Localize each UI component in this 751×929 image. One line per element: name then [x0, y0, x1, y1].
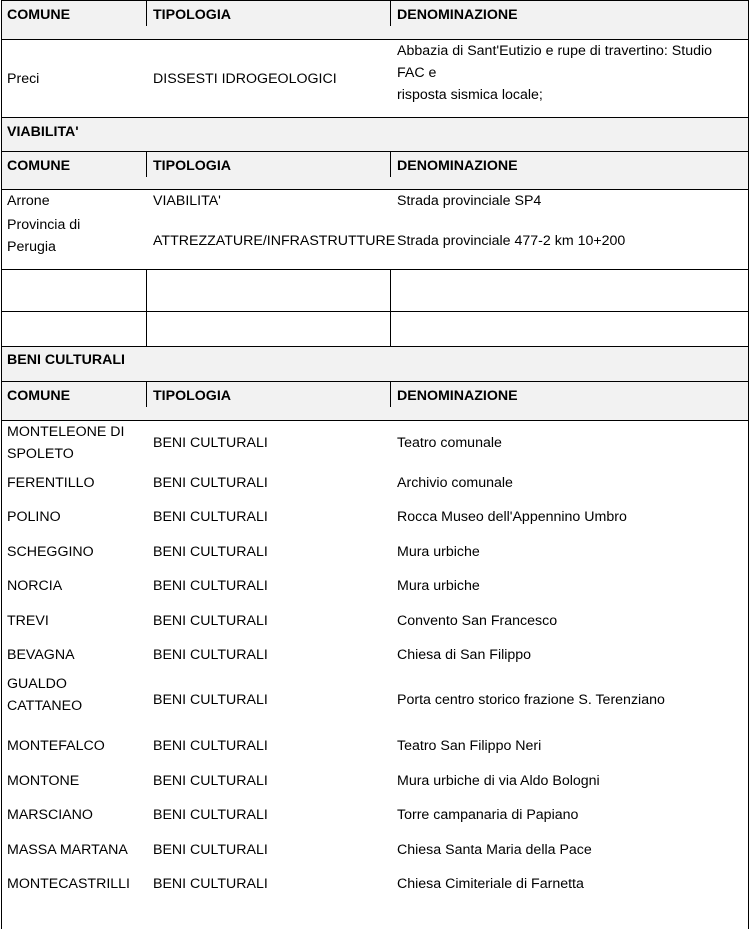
empty-cell [391, 312, 749, 346]
section-title-beni-culturali: BENI CULTURALI [1, 347, 749, 382]
header-comune: COMUNE [1, 152, 147, 177]
cell-tipologia: BENI CULTURALI [153, 612, 268, 629]
header-tipologia: TIPOLOGIA [147, 382, 391, 407]
cell-comune: Preci [7, 70, 40, 87]
header-comune: COMUNE [1, 382, 147, 407]
table-row [1, 466, 749, 500]
cell-denominazione: Abbazia di Sant'Eutizio e rupe di travertino: Studio FAC e risposta sismica locale; [397, 43, 713, 103]
table-header-row [1, 0, 749, 40]
table-row [1, 190, 749, 212]
table-right-border [748, 0, 749, 929]
cell-comune: POLINO [7, 509, 61, 525]
table-row [1, 603, 749, 638]
cell-tipologia: BENI CULTURALI [153, 876, 268, 892]
cell-denominazione: Strada provinciale SP4 [397, 193, 542, 209]
table-row [1, 40, 749, 117]
cell-denominazione: Chiesa di San Filippo [397, 647, 532, 663]
table-row [1, 534, 749, 569]
empty-row [1, 312, 749, 347]
table-row [1, 421, 749, 465]
cell-tipologia: BENI CULTURALI [153, 841, 268, 858]
cell-tipologia: BENI CULTURALI [153, 807, 268, 823]
empty-cell [1, 270, 147, 311]
cell-denominazione: Mura urbiche [397, 543, 480, 560]
table-row [1, 728, 749, 763]
cell-tipologia: BENI CULTURALI [153, 692, 268, 708]
table-header-row [1, 152, 749, 190]
cell-denominazione: Teatro comunale [397, 435, 502, 451]
cell-comune: GUALDO CATTANEO [7, 676, 83, 714]
empty-cell [1, 312, 147, 346]
table-row [1, 867, 749, 901]
section-title-viabilita: VIABILITA' [1, 117, 749, 152]
cell-comune: MONTECASTRILLI [7, 876, 130, 892]
cell-tipologia: BENI CULTURALI [153, 435, 268, 451]
table-row [1, 212, 749, 269]
cell-tipologia: BENI CULTURALI [153, 475, 268, 491]
cell-comune: MONTELEONE DI SPOLETO [7, 424, 125, 462]
header-comune: COMUNE [1, 1, 147, 26]
cell-comune: Provincia di Perugia [7, 217, 81, 255]
cell-tipologia: BENI CULTURALI [153, 647, 268, 663]
cell-comune: BEVAGNA [7, 647, 75, 663]
empty-row [1, 269, 749, 312]
cell-comune: Arrone [7, 193, 50, 209]
empty-cell [391, 270, 749, 311]
table-row [1, 832, 749, 867]
table-row [1, 798, 749, 832]
table-row [1, 638, 749, 672]
document-table [1, 0, 749, 901]
header-denominazione: DENOMINAZIONE [397, 158, 518, 174]
cell-tipologia: VIABILITA' [153, 193, 221, 209]
table-row [1, 763, 749, 798]
empty-cell [147, 270, 391, 311]
cell-denominazione: Porta centro storico frazione S. Terenziano [397, 692, 665, 708]
cell-comune: TREVI [7, 612, 49, 629]
cell-comune: MASSA MARTANA [7, 841, 128, 858]
table-left-border [1, 0, 2, 929]
cell-tipologia: BENI CULTURALI [153, 578, 268, 594]
cell-comune: FERENTILLO [7, 475, 95, 491]
cell-denominazione: Teatro San Filippo Neri [397, 737, 542, 754]
cell-denominazione: Archivio comunale [397, 475, 513, 491]
cell-denominazione: Mura urbiche [397, 578, 480, 594]
table-header-row [1, 382, 749, 421]
table-row [1, 569, 749, 603]
header-tipologia: TIPOLOGIA [147, 1, 391, 26]
header-tipologia: TIPOLOGIA [147, 152, 391, 177]
cell-denominazione: Chiesa Santa Maria della Pace [397, 841, 592, 858]
cell-comune: NORCIA [7, 578, 63, 594]
cell-denominazione: Torre campanaria di Papiano [397, 807, 579, 823]
header-denominazione: DENOMINAZIONE [397, 7, 518, 23]
cell-comune: MONTONE [7, 772, 80, 789]
cell-denominazione: Mura urbiche di via Aldo Bologni [397, 772, 600, 789]
cell-comune: MONTEFALCO [7, 737, 105, 754]
cell-tipologia: BENI CULTURALI [153, 772, 268, 789]
cell-denominazione: Convento San Francesco [397, 612, 558, 629]
header-denominazione: DENOMINAZIONE [397, 388, 518, 404]
empty-cell [147, 312, 391, 346]
cell-denominazione: Rocca Museo dell'Appennino Umbro [397, 509, 627, 525]
cell-tipologia: DISSESTI IDROGEOLOGICI [153, 70, 337, 87]
cell-denominazione: Strada provinciale 477-2 km 10+200 [397, 232, 626, 249]
cell-tipologia: ATTREZZATURE/INFRASTRUTTURE [153, 232, 396, 249]
cell-tipologia: BENI CULTURALI [153, 737, 268, 754]
cell-comune: SCHEGGINO [7, 543, 94, 560]
cell-tipologia: BENI CULTURALI [153, 509, 268, 525]
table-row [1, 500, 749, 534]
cell-comune: MARSCIANO [7, 807, 93, 823]
table-row [1, 672, 749, 728]
cell-tipologia: BENI CULTURALI [153, 543, 268, 560]
cell-denominazione: Chiesa Cimiteriale di Farnetta [397, 876, 584, 892]
